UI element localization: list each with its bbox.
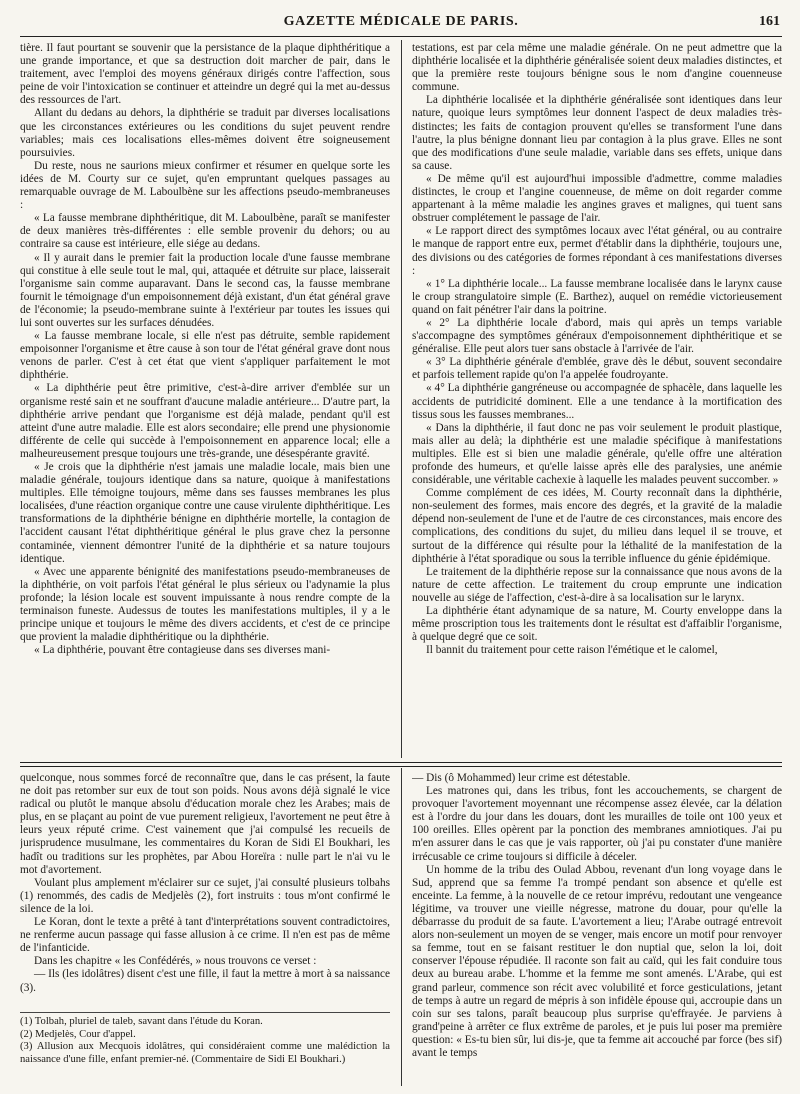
paragraph: « La fausse membrane diphthéritique, dit M. Laboulbène, paraît se manifester de deux manières très-différentes : elle semble provenir du dehors; ou au contraire sa cause est intérieure, elle siége au dedans. <box>20 212 390 251</box>
paragraph: « La diphthérie peut être primitive, c'est-à-dire arriver d'emblée sur un organisme resté sain et ne souffrant d'aucune maladie antérieure... D'autre part, la diphthérie arrive pendant que l'organisme est déjà malade, pendant qu'il est atteint d'une autre maladie. Elle est alors secondaire; elle prend une physionomie différente de celle qui succède à l'empoisonnement en apparence local; elle a malheureusement presque toujours une très-grande, une désespérante gravité. <box>20 382 390 460</box>
paragraph: Un homme de la tribu des Oulad Abbou, revenant d'un long voyage dans le Sud, apprend que sa femme l'a trompé pendant son absence et qu'elle est enceinte. La femme, à la nouvelle de ce retour imprévu, redoutant une vengeance légitime, va trouver une vieille négresse, matrone du douar, pour qu'elle la débarrasse du produit de sa faute. L'avortement a lieu; l'Arabe outragé entrevoit alors non-seulement un moyen de se venger, mais encore un motif pour renvoyer sa femme, tout en se faisant restituer le don nuptial que, selon la loi, doit conserver l'épouse répudiée. Il raconte son fait au caïd, qui les fait conduire tous deux au bureau arabe. L'homme et la femme me sont amenés. L'Arabe, qui est grand parleur, commence son récit avec volubilité et force gesticulations, jetant de temps à autre un regard de mépris à son infidèle épouse qui, accroupie dans un coin sur ses talons, paraît beaucoup plus surprise qu'effrayée. Je parviens à grand'peine à arrêter ce flux extrême de paroles, et je puis lui poser ma première question: « Es-tu bien sûr, lui dis-je, que ta femme ait accouché par force (bes sif) avant le temps <box>412 863 782 1059</box>
bottom-right-column <box>412 772 782 1088</box>
paragraph: « De même qu'il est aujourd'hui impossible d'admettre, comme maladies distinctes, le croup et l'angine couenneuse, de même on doit regarder comme appartenant à la même maladie les angines graves et malignes, qui tuent sans obstruer complétement le passage de l'air. <box>412 172 782 225</box>
paragraph: Comme complément de ces idées, M. Courty reconnaît dans la diphthérie, non-seulement des formes, mais encore des degrés, et la gravité de la maladie dépend non-seulement de l'une et de l'autre de ces circonstances, mais encore des complications, des conditions du sujet, du milieu dans lequel il se trouve, et surtout de la différence qui résulte pour la léthalité de la manifestation de la diphthérie à l'état sporadique ou sous la terrible influence du génie épidémique. <box>412 487 782 565</box>
paragraph: Le traitement de la diphthérie repose sur la connaissance que nous avons de la nature de cette affection. Le traitement du croup emprunte une indication nouvelle au siége de l'affection, c'est-à-dire à sa localisation sur le larynx. <box>412 565 782 604</box>
paragraph: quelconque, nous sommes forcé de reconnaître que, dans le cas présent, la faute ne doit pas retomber sur eux de tout son poids. Nous avons déjà signalé le vice radical ou plutôt le manque absolu d'éducation morale chez les Arabes; mais de plus, en se plaçant au point de vue purement religieux, l'avortement ne peut être à leurs yeux réputé crime. C'est vainement que j'ai compulsé les recueils de jurisprudence musulmane, les commentaires du Koran de Sidi El Boukhari, les hadît ou traditions sur les prophètes, par Abou Horeïra : nulle part le n'ai vu le mot d'avortement. <box>20 772 390 876</box>
page-number: 161 <box>759 14 780 29</box>
paragraph: « Dans la diphthérie, il faut donc ne pas voir seulement le produit plastique, mais aller au delà; la diphthérie est une maladie spécifique à manifestations multiples. Elle est si bien une maladie générale, qu'elle offre une altération profonde des humeurs, et qu'elle laisse après elle des paralysies, une anémie considérable, une véritable cachexie à laquelle les malades peuvent succomber. » <box>412 421 782 487</box>
journal-title: GAZETTE MÉDICALE DE PARIS. <box>283 14 519 29</box>
paragraph: Le Koran, dont le texte a prêté à tant d'interprétations souvent contradictoires, ne renferme aucun passage qui fasse allusion à ce crime. Il n'en est pas de même de l'infanticide. <box>20 916 390 955</box>
paragraph: « Je crois que la diphthérie n'est jamais une maladie locale, mais bien une maladie générale, toujours identique dans sa nature, quoique à manifestations multiples. Elle témoigne toujours, même dans ses fausses membranes les plus localisées, d'une réaction organique contre une cause virulente diphthéritique. Les transformations de la diphthérie bénigne en diphthérie mortelle, la contagion de l'accident causant l'état diphthéritique général le plus grave chez la personne contaminée, viennent démontrer l'unité de la diphthérie et sa nature toujours identique. <box>20 461 390 565</box>
paragraph: « 4° La diphthérie gangréneuse ou accompagnée de sphacèle, dans laquelle les accidents de putridicité dominent. Elle a une tendance à la mortification des tissus sous les fausses membranes... <box>412 382 782 421</box>
paragraph: « La fausse membrane locale, si elle n'est pas détruite, semble rapidement empoisonner l'organisme et être cause à son tour de l'état général grave dont nous venons de parler. C'est à cet état que vient s'appliquer parfaitement le mot diphthérie. <box>20 330 390 382</box>
top-right-column <box>412 42 782 758</box>
paragraph: Voulant plus amplement m'éclairer sur ce sujet, j'ai consulté plusieurs tolbahs (1) renommés, des cadis de Medjelès (2), fort instruits : tous m'ont confirmé le silence de la loi. <box>20 876 390 915</box>
section-divider <box>20 762 782 767</box>
paragraph: « 3° La diphthérie générale d'emblée, grave dès le début, souvent secondaire et parfois tellement rapide qu'on l'a appelée foudroyante. <box>412 356 782 382</box>
page-header <box>20 14 782 37</box>
paragraph: La diphthérie étant adynamique de sa nature, M. Courty enveloppe dans la même proscription tous les traitements dont le résultat est d'affaiblir l'organisme, à quelque degré que ce soit. <box>412 605 782 644</box>
paragraph: « Il y aurait dans le premier fait la production locale d'une fausse membrane qui constitue à elle seule tout le mal, qui, attaquée et détruite sur place, laisserait l'organisme sain comme auparavant. Dans le second cas, la fausse membrane fournit le témoignage d'un empoisonnement déjà existant, d'un état général grave de l'économie; la pseudo-membrane suinte à l'extérieur par toutes les issues qui lui sont ouvertes sur les surfaces dénudées. <box>20 251 390 329</box>
paragraph: — Dis (ô Mohammed) leur crime est détestable. <box>412 772 631 784</box>
paragraph: « La diphthérie, pouvant être contagieuse dans ses diverses mani- <box>34 644 331 657</box>
paragraph: « Avec une apparente bénignité des manifestations pseudo-membraneuses de la diphthérie, on voit parfois l'état général le plus sérieux ou l'adynamie la plus profonde; la lésion locale est souvent impuissante à nous rendre compte de la terminaison funeste. Audessus de toutes les manifestations multiples, il y a le principe unique et toujours le même des divers accidents, et c'est de ce principe que provient la maladie diphthéritique ou la diphthérie. <box>20 565 390 644</box>
paragraph: Il bannit du traitement pour cette raison l'émétique et le calomel, <box>426 644 718 657</box>
footnote: (2) Medjelès, Cour d'appel. <box>20 1028 136 1040</box>
top-left-column <box>20 42 390 758</box>
paragraph: tière. Il faut pourtant se souvenir que la persistance de la plaque diphthéritique a une grande importance, et que sa destruction doit marcher de pair, dans le traitement, avec l'emploi des moyens généraux dirigés contre l'affection, sous peine de voir l'intoxication se continuer et atteindre un degré qui la met au-dessus des ressources de l'art. <box>20 42 390 107</box>
footnote: (3) Allusion aux Mecquois idolâtres, qui considéraient comme une malédiction la naissance d'une fille, enfant premier-né. (Commentaire de Sidi El Boukhari.) <box>20 1041 390 1065</box>
footnote: (1) Tolbah, pluriel de taleb, savant dans l'étude du Koran. <box>20 1016 263 1027</box>
paragraph: « 1° La diphthérie locale... La fausse membrane localisée dans le larynx cause le croup strangulatoire simple (E. Barthez), auquel on remédie victorieusement quand on fait pénétrer l'air dans la poitrine. <box>412 277 782 316</box>
column-divider <box>401 768 402 1086</box>
paragraph: La diphthérie localisée et la diphthérie généralisée sont identiques dans leur nature, quoique leurs symptômes leur donnent l'aspect de deux maladies très-distinctes; les faits de contagion prouvent qu'elles se transforment l'une dans l'autre, la plus bénigne donnant lieu par contagion à la plus grave. Elles ne sont que des modifications d'une seule maladie, variable dans ses effets, unique dans sa cause. <box>412 94 782 172</box>
paragraph: « 2° La diphthérie locale d'abord, mais qui après un temps variable s'accompagne des symptômes généraux d'empoisonnement diphthéritique et se généralise. Elle peut alors tuer sans obstacle à l'arrivée de l'air. <box>412 316 782 356</box>
paragraph: testations, est par cela même une maladie générale. On ne peut admettre que la diphthérie localisée et la diphthérie généralisée soient deux maladies distinctes, et que la première reste toujours bénigne sous le nom d'angine couenneuse commune. <box>412 42 782 94</box>
column-divider <box>401 40 402 758</box>
paragraph: « Le rapport direct des symptômes locaux avec l'état général, ou au contraire le manque de rapport entre eux, permet d'établir dans la diphthérie, toujours une, des divisions ou des catégories de formes répondant à ces manifestations diverses : <box>412 225 782 277</box>
paragraph: — Ils (les idolâtres) disent c'est une fille, il faut la mettre à mort à sa naissance (3). <box>20 968 390 994</box>
bottom-left-column <box>20 772 390 1008</box>
paragraph: Les matrones qui, dans les tribus, font les accouchements, se chargent de provoquer l'avortement moyennant une récompense assez élevée, car la délation est à l'ordre du jour dans les douars, dont les murailles de toile ont 100 yeux et 100 oreilles. Elles opèrent par la ponction des membranes amniotiques. J'ai pu m'en assurer dans le cas que je vais rapporter, où j'ai pu constater d'une manière irrécusable ce crime toujours si difficile à déceler. <box>412 785 782 863</box>
paragraph: Allant du dedans au dehors, la diphthérie se traduit par diverses localisations que les circonstances extérieures ou les conditions du sujet peuvent rendre variables; mais ces localisations elles-mêmes doivent être soigneusement poursuivies. <box>20 107 390 159</box>
paragraph: Du reste, nous ne saurions mieux confirmer et résumer en quelque sorte les idées de M. Courty sur ce sujet, qu'en empruntant quelques passages au remarquable ouvrage de M. Laboulbène sur les affections pseudo-membraneuses : <box>20 159 390 212</box>
footnote-rule <box>20 1012 390 1013</box>
footnotes <box>20 1016 390 1088</box>
paragraph: Dans les chapitre « les Confédérés, » nous trouvons ce verset : <box>34 955 317 968</box>
